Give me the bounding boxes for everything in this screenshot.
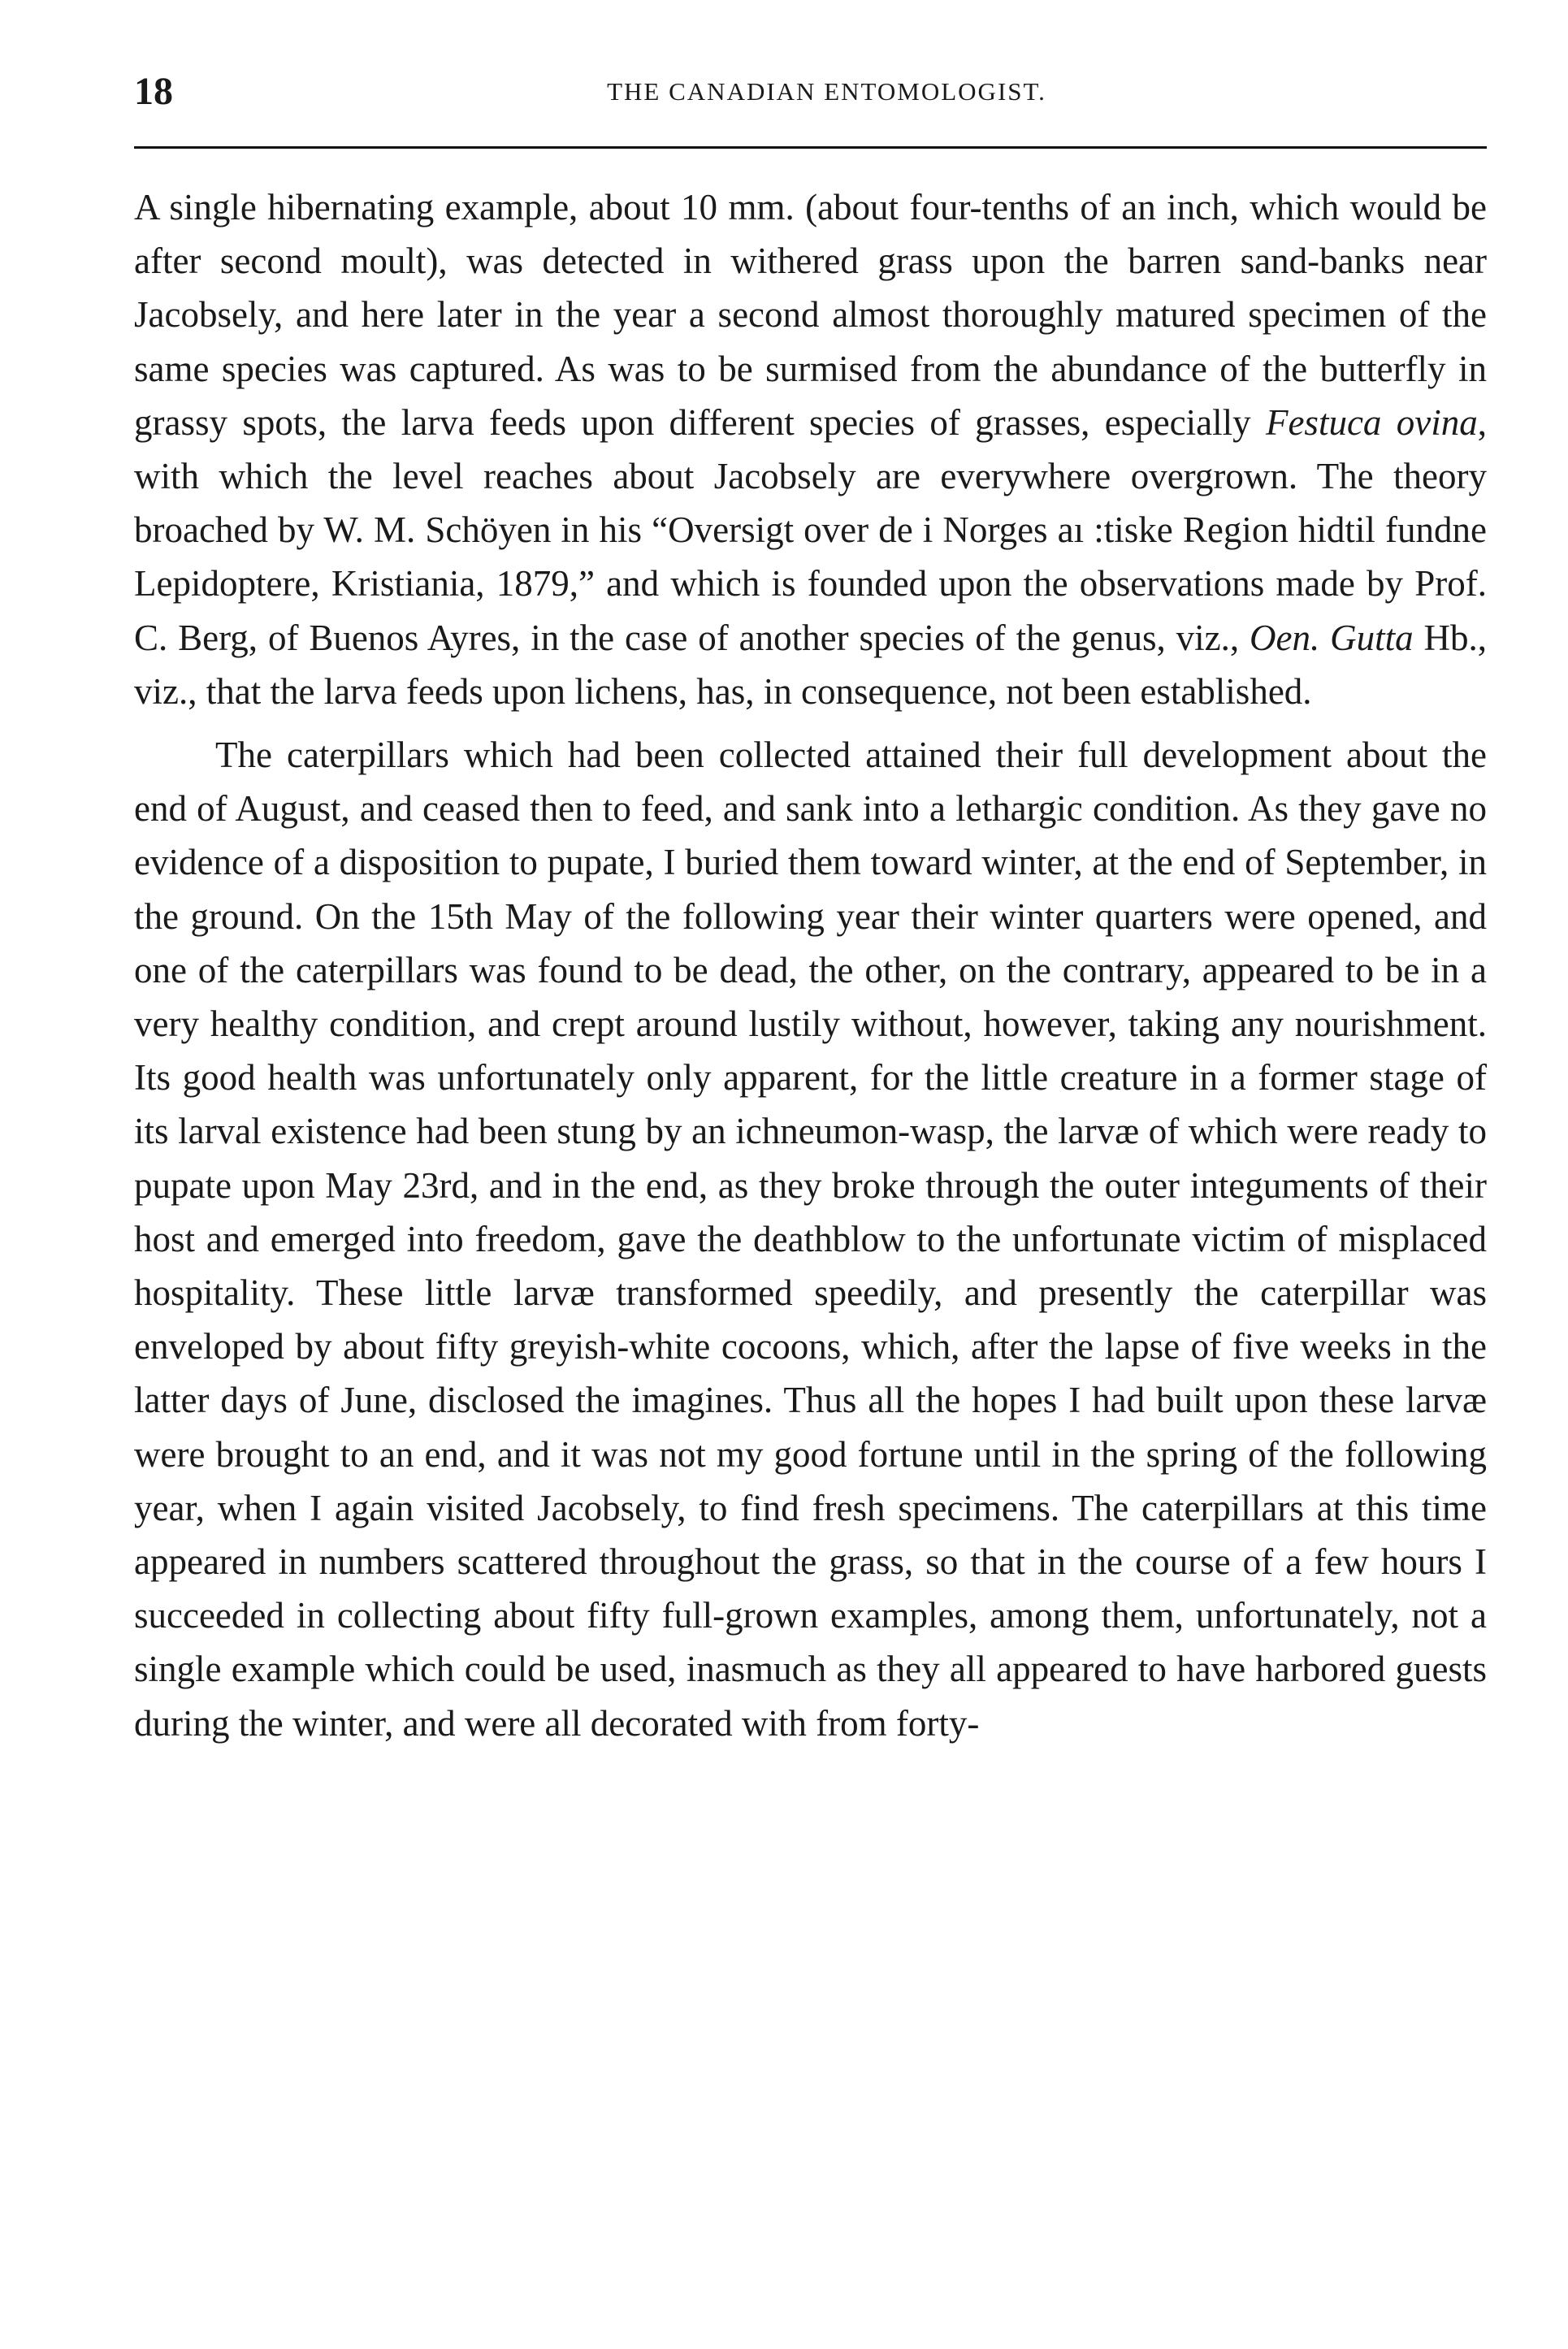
- running-head: THE CANADIAN ENTOMOLOGIST.: [607, 77, 1046, 106]
- page-header: [134, 63, 1487, 120]
- paragraph: [134, 180, 1487, 718]
- text-run: , with which the level reaches about Jacobsely are everywhere overgrown. The theory broached by W. M. Schöyen in his “Oversigt over de i Norges aı :tiske Region hidtil fundne Lepidoptere, Kristiania, 1879,” and which is founded upon the observations made by Prof. C. Berg, of Buenos Ayres, in the case of another species of the genus, viz.,: [134, 401, 1487, 658]
- text-run: Hb., viz., that the larva feeds upon lichens, has, in consequence, not been established.: [134, 617, 1487, 712]
- paragraph: [134, 728, 1487, 1750]
- text-run: The caterpillars which had been collected attained their full development about the end of August, and ceased then to feed, and sank into a lethargic condition. As they gave no evidence of a disposition to pupate, I buried them toward winter, at the end of September, in the ground. On the 15th May of the following year their winter quarters were opened, and one of the caterpillars was found to be dead, the other, on the contrary, appeared to be in a very healthy condition, and crept around lustily without, however, taking any nourishment. Its good health was unfortunately only apparent, for the little creature in a former stage of its larval existence had been stung by an ichneumon-wasp, the larvæ of which were ready to pupate upon May 23rd, and in the end, as they broke through the outer integuments of their host and emerged into freedom, gave the deathblow to the unfortunate victim of misplaced hospitality. These little larvæ transformed speedily, and presently the caterpillar was enveloped by about fifty greyish-white cocoons, which, after the lapse of five weeks in the latter days of June, disclosed the imagines. Thus all the hopes I had built upon these larvæ were brought to an end, and it was not my good fortune until in the spring of the following year, when I again visited Jacobsely, to find fresh specimens. The caterpillars at this time appeared in numbers scattered throughout the grass, so that in the course of a few hours I succeeded in collecting about fifty full-grown examples, among them, unfortunately, not a single example which could be used, inasmuch as they all appeared to have harbored guests during the winter, and were all decorated with from forty-: [134, 735, 1487, 1744]
- text-run: A single hibernating example, about 10 mm. (about four-tenths of an inch, which would be after second moult), was detected in withered grass upon the barren sand-banks near Jacobsely, and here later in the year a second almost thoroughly matured specimen of the same species was captured. As was to be surmised from the abundance of the butterfly in grassy spots, the larva feeds upon different species of grasses, especially: [134, 187, 1487, 443]
- header-rule: [134, 146, 1487, 149]
- italic-species-name: Oen. Gutta: [1250, 617, 1414, 658]
- body-text: [134, 180, 1487, 1750]
- italic-species-name: Festuca ovina: [1265, 401, 1478, 443]
- page-number: 18: [134, 70, 173, 113]
